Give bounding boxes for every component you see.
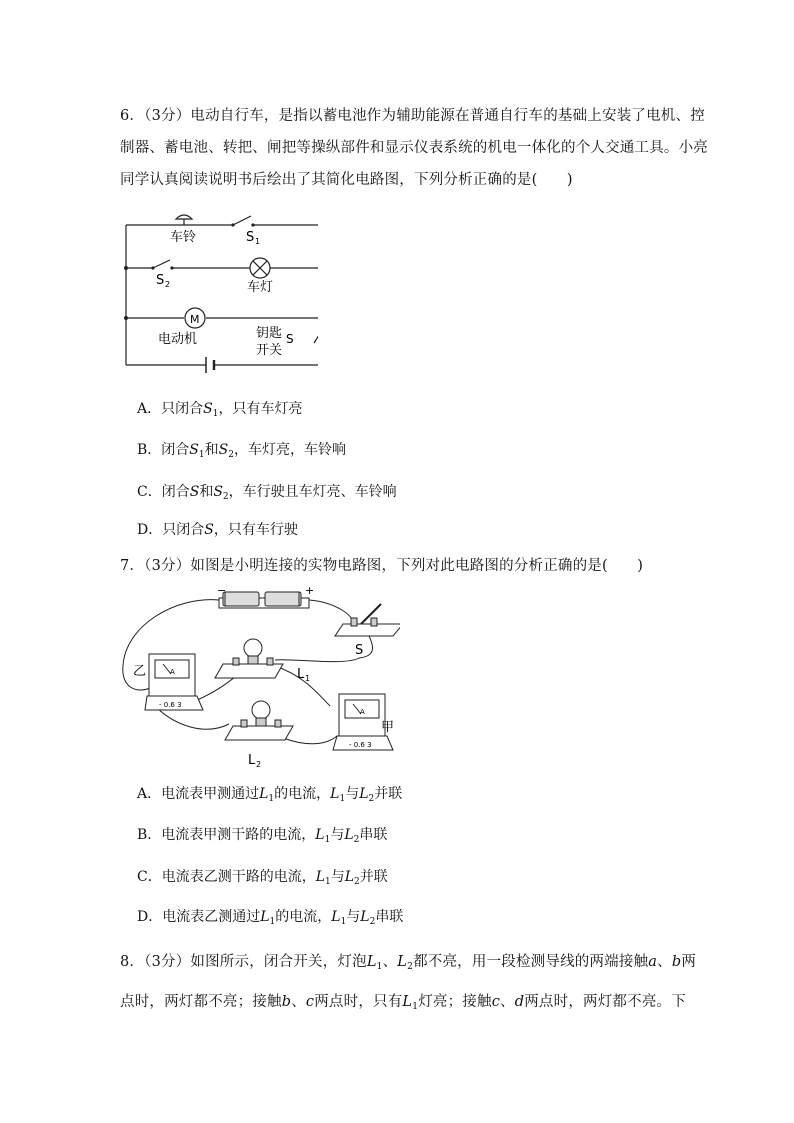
q7-physical-circuit-diagram bbox=[115, 586, 400, 771]
s1-subscript: 1 bbox=[255, 237, 261, 246]
l2-label: L bbox=[248, 753, 256, 768]
s2-subscript: 2 bbox=[165, 280, 171, 289]
motor-symbol: M bbox=[190, 313, 200, 326]
q7-option-b[interactable]: B．电流表甲测干路的电流，$L_1$与$L_2$串联 bbox=[137, 827, 388, 845]
q7-option-c[interactable]: C．电流表乙测干路的电流，$L_1$与$L_2$并联 bbox=[137, 869, 388, 887]
l1-label: L bbox=[297, 667, 305, 682]
key-switch-s-label: S bbox=[286, 332, 294, 346]
s1-label: S bbox=[246, 230, 255, 245]
battery-plus-label: + bbox=[305, 586, 315, 597]
ammeter-yi-terminals: - 0.6 3 bbox=[159, 701, 182, 709]
ammeter-jia-terminals: - 0.6 3 bbox=[349, 741, 372, 749]
ammeter-yi-symbol: A bbox=[170, 668, 175, 676]
battery-minus-label: − bbox=[217, 586, 227, 597]
l2-subscript: 2 bbox=[256, 760, 262, 769]
q7-option-a[interactable]: A．电流表甲测通过$L_1$的电流，$L_1$与$L_2$并联 bbox=[137, 786, 403, 804]
q8-line-2: 点时，两灯都不亮；接触b、c两点时，只有$L_1$灯亮；接触c、d两点时，两灯都不亮。下 bbox=[120, 994, 686, 1012]
bell-label: 车铃 bbox=[170, 230, 197, 245]
q7-option-d[interactable]: D．电流表乙测通过$L_1$的电流，$L_1$与$L_2$串联 bbox=[137, 909, 404, 927]
ammeter-yi-label: 乙 bbox=[133, 664, 147, 679]
s2-label: S bbox=[156, 273, 165, 288]
q6-option-d[interactable]: D．只闭合S，只有车行驶 bbox=[137, 522, 298, 538]
key-switch-label-1: 钥匙 bbox=[256, 326, 283, 341]
q7-line-1: 7．（3分）如图是小明连接的实物电路图，下列对此电路图的分析正确的是( ) bbox=[120, 558, 644, 574]
q6-line-1: 6．（3分）电动自行车，是指以蓄电池作为辅助能源在普通自行车的基础上安装了电机、控 bbox=[120, 108, 705, 124]
ammeter-jia-label: 甲 bbox=[381, 720, 395, 735]
q8-line-1: 8．（3分）如图所示，闭合开关，灯泡$L_1$、$L_2$都不亮，用一段检测导线的两端接触a、b两 bbox=[120, 954, 697, 972]
q6-line-2: 制器、蓄电池、转把、闸把等操纵部件和显示仪表系统的机电一体化的个人交通工具。小亮 bbox=[120, 140, 708, 156]
key-switch-label-2: 开关 bbox=[256, 343, 283, 358]
motor-label: 电动机 bbox=[158, 332, 198, 347]
ammeter-jia-symbol: A bbox=[360, 708, 365, 716]
q6-option-a[interactable]: A．只闭合$S_1$，只有车灯亮 bbox=[137, 401, 303, 419]
lamp-label: 车灯 bbox=[247, 280, 274, 295]
l1-subscript: 1 bbox=[305, 674, 311, 683]
q6-line-3: 同学认真阅读说明书后绘出了其简化电路图，下列分析正确的是( ) bbox=[120, 172, 573, 188]
q6-circuit-diagram bbox=[118, 205, 318, 375]
q6-option-b[interactable]: B．闭合$S_1$和$S_2$，车灯亮，车铃响 bbox=[137, 442, 346, 460]
q6-option-c[interactable]: C．闭合S和$S_2$，车行驶且车灯亮、车铃响 bbox=[137, 484, 397, 502]
switch-s-label: S bbox=[355, 643, 364, 658]
